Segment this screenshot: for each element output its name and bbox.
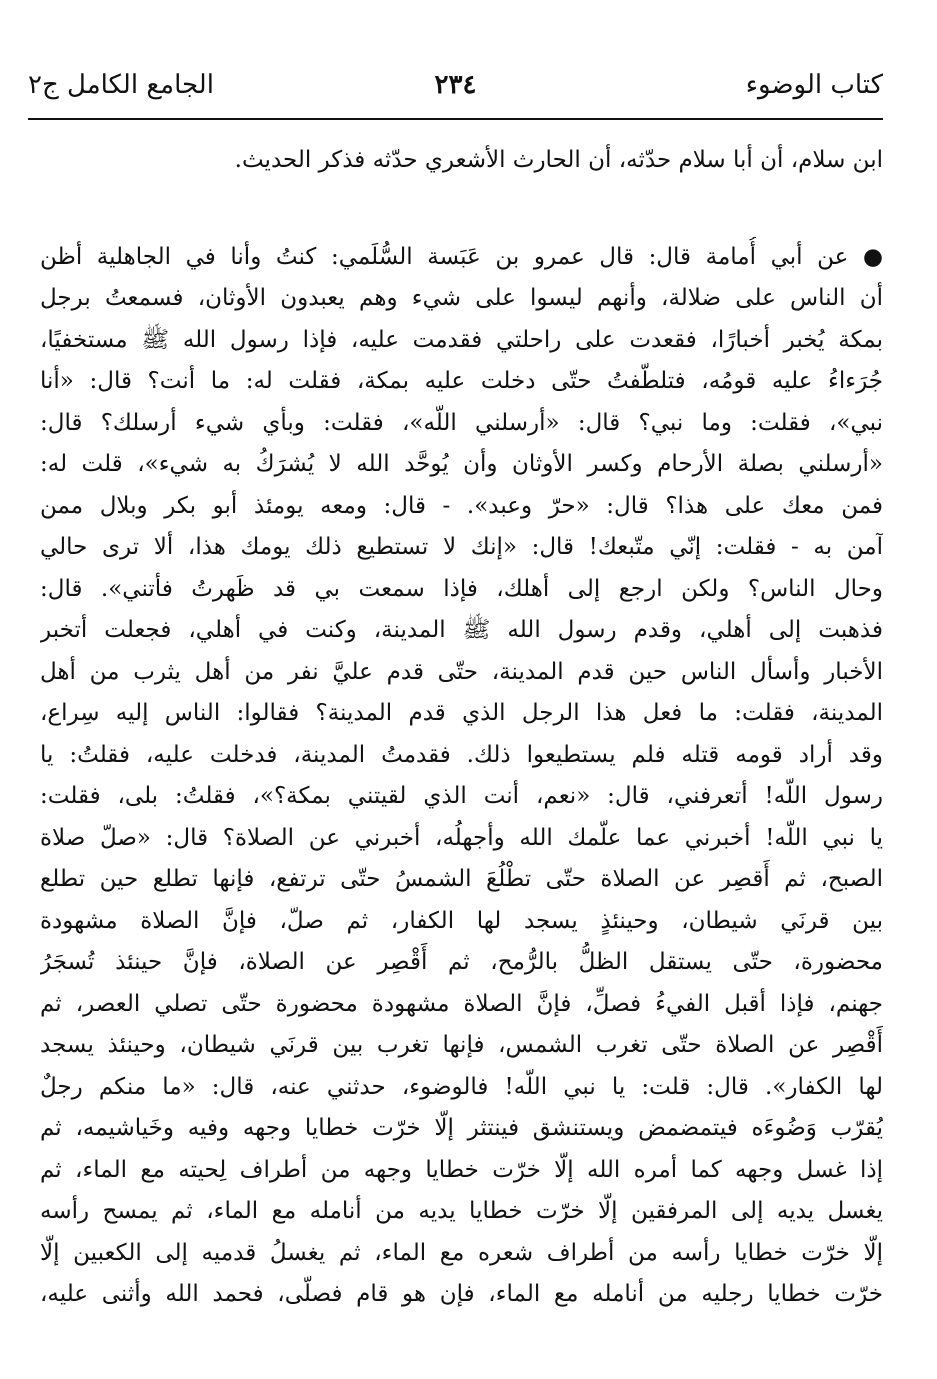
text-line: نبي»، فقلت: وما نبي؟ قال: «أرسلني اللّه»، فقلت: وبأي شيء أرسلك؟ قال:	[40, 409, 883, 436]
text-line: إلّا خرّت خطايا رأسه من أطراف شعره مع الماء، ثم يغسلُ قدميه إلى الكعبين إلّا	[40, 1239, 883, 1266]
page-body	[40, 140, 883, 1316]
paragraph-gap	[40, 182, 883, 237]
text-line: أن الناس على ضلالة، وأنهم ليسوا على شيء وهم يعبدون الأوثان، فسمعتُ برجل	[40, 285, 883, 311]
page-header	[28, 70, 883, 114]
text-line: يا نبي اللّه! أخبرني عما علّمك الله وأجهلُه، أخبرني عن الصلاة؟ قال: «صلّ صلاة	[40, 824, 883, 851]
text-line: الصبح، ثم أَقصِر عن الصلاة حتّى تطْلُعَ الشمسُ حتّى ترتفع، فإنها تطلع حين تطلع	[40, 866, 883, 892]
text-line: خرّت خطايا رجليه من أنامله مع الماء، فإن هو قام فصلّى، فحمد الله وأثنى عليه،	[40, 1281, 883, 1307]
text-line: رسول اللّه! أتعرفني، قال: «نعم، أنت الذي لقيتني بمكة؟»، فقلتُ: بلى، فقلت:	[40, 783, 883, 809]
text-line: المدينة، فقلت: ما فعل هذا الرجل الذي قدم المدينة؟ فقالوا: الناس إليه سِراع،	[40, 700, 883, 726]
text-line: آمن به - فقلت: إنّي متّبعك! قال: «إنك لا تستطيع ذلك يومك هذا، ألا ترى حالي	[40, 534, 883, 560]
text-line: وقد أراد قومه قتله فلم يستطيعوا ذلك. فقدمتُ المدينة، فدخلت عليه، فقلتُ: يا	[40, 741, 883, 768]
collection-title: الجامع الكامل ج٢	[28, 70, 214, 100]
text-line: لها الكفار». قال: قلت: يا نبي اللّه! فالوضوء، حدثني عنه، قال: «ما منكم رجلٌ	[40, 1073, 883, 1100]
book-title: كتاب الوضوء	[745, 70, 883, 100]
header-divider	[28, 118, 883, 120]
text-line: الأخبار وأسأل الناس حين قدم المدينة، حتّى قدم عليَّ نفر من أهل يثرب من أهل	[40, 658, 883, 685]
intro-line: ابن سلام، أن أبا سلام حدّثه، أن الحارث الأشعري حدّثه فذكر الحديث.	[234, 147, 883, 173]
text-line: جهنم، فإذا أقبل الفيءُ فصلِّ، فإنَّ الصلاة مشهودة محضورة حتّى تصلي العصر، ثم	[40, 990, 883, 1017]
hadith-paragraph	[40, 237, 883, 1316]
text-line: إذا غسل وجهه كما أمره الله إلّا خرّت خطايا وجهه من أطراف لِحيته مع الماء، ثم	[40, 1156, 883, 1183]
page-number: ٢٣٤	[434, 70, 477, 100]
text-line: وحال الناس؟ ولكن ارجع إلى أهلك، فإذا سمعت بي قد ظَهرتُ فأتني». قال:	[40, 575, 883, 602]
text-line: ● عن أبي أُمامة قال: قال عمرو بن عَبَسة السُّلَمي: كنتُ وأنا في الجاهلية أظن	[40, 243, 883, 270]
text-line: «أرسلني بصلة الأرحام وكسر الأوثان وأن يُوحَّد الله لا يُشرَكُ به شيء»، قلت له:	[40, 451, 883, 477]
text-line: محضورة، حتّى يستقل الظلُّ بالرُّمح، ثم أَقْصِر عن الصلاة، فإنَّ حينئذ تُسجَرُ	[40, 949, 883, 975]
text-line: فذهبت إلى أهلي، وقدم رسول الله ﷺ المدينة، وكنت في أهلي، فجعلت أتخبر	[40, 617, 883, 643]
text-line: يُقرّب وَضُوءَه فيتمضمض ويستنشق فينتثر إلّا خرّت خطايا وجهه وفيه وخَياشيمه، ثم	[40, 1115, 883, 1141]
text-line: أَقْصِر عن الصلاة حتّى تغرب الشمس، فإنها تغرب بين قرنَي شيطان، وحينئذ يسجد	[40, 1032, 883, 1058]
text-line: بين قرنَي شيطان، وحينئذٍ يسجد لها الكفار، ثم صلّ، فإنَّ الصلاة مشهودة	[40, 907, 883, 934]
text-line: جُرَءاءُ عليه قومُه، فتلطّفتُ حتّى دخلت عليه بمكة، فقلت له: ما أنت؟ قال: «أنا	[40, 368, 883, 394]
text-line: فمن معك على هذا؟ قال: «حرّ وعبد». - قال: ومعه يومئذ أبو بكر وبلال ممن	[40, 492, 883, 519]
text-line: يغسل يديه إلى المرفقين إلّا خرّت خطايا يديه من أنامله مع الماء، ثم يمسح رأسه	[40, 1198, 883, 1224]
text-line: بمكة يُخبر أخبارًا، فقعدت على راحلتي فقدمت عليه، فإذا رسول الله ﷺ مستخفيًا،	[40, 326, 883, 353]
